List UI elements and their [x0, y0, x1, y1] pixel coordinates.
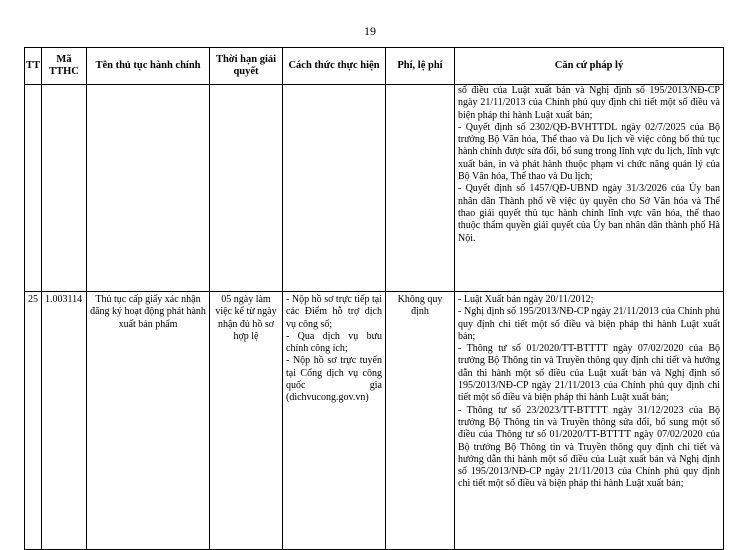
cell-fee: Không quy định — [386, 292, 455, 550]
cell-name — [87, 85, 210, 292]
cell-name: Thủ tục cấp giấy xác nhận đăng ký hoạt động phát hành xuất bản phẩm — [87, 292, 210, 550]
procedures-table — [24, 47, 724, 550]
method-item: - Qua dịch vụ bưu chính công ích; — [286, 330, 382, 355]
header-tt: TT — [25, 48, 42, 85]
cell-deadline: 05 ngày làm việc kể từ ngày nhận đủ hồ sơ hợp lệ — [210, 292, 283, 550]
table-row-25 — [25, 292, 724, 550]
cell-code: 1.003114 — [42, 292, 87, 550]
basis-item: - Nghị định số 195/2013/NĐ-CP ngày 21/11/2013 của Chính phủ quy định chi tiết một số điều và biện pháp thi hành Luật xuất bản; — [458, 306, 720, 342]
basis-item: - Quyết định số 1457/QĐ-UBND ngày 31/3/2026 của Ủy ban nhân dân Thành phố về việc ủy quyền cho Sở Văn hóa và Thể thao giải quyết thủ tục hành chính lĩnh vực văn hóa, thể thao thuộc thẩm quyền giải quyết của Ủy ban nhân dân thành phố Hà Nội. — [458, 183, 720, 244]
cell-deadline — [210, 85, 283, 292]
cell-code — [42, 85, 87, 292]
cell-tt — [25, 85, 42, 292]
header-method: Cách thức thực hiện — [283, 48, 386, 85]
basis-item: số điều của Luật xuất bản và Nghị định số 195/2013/NĐ-CP ngày 21/11/2013 của Chính phủ quy định chi tiết một số điều và biện pháp thi hành Luật xuất bản; — [458, 85, 720, 121]
table-header-row — [25, 48, 724, 85]
cell-fee — [386, 85, 455, 292]
cell-basis — [455, 85, 724, 292]
header-basis: Căn cứ pháp lý — [455, 48, 724, 85]
basis-item: - Quyết định số 2302/QĐ-BVHTTDL ngày 02/7/2025 của Bộ trưởng Bộ Văn hóa, Thể thao và Du lịch về việc công bố thủ tục hành chính được sửa đổi, bổ sung trong lĩnh vực du lịch, lĩnh vực xuất bản, in và phát hành thuộc phạm vi chức năng quản lý của Bộ Văn hóa, Thể thao và Du lịch; — [458, 121, 720, 183]
basis-item: - Thông tư số 23/2023/TT-BTTTT ngày 31/12/2023 của Bộ trưởng Bộ Thông tin và Truyền thông sửa đổi, bổ sung một số điều của Thông tư số 01/2020/TT-BTTTT ngày 07/02/2020 của Bộ trưởng Bộ Thông tin và Truyền thông quy định chi tiết và hướng dẫn thi hành một số điều của Luật xuất bản và Nghị định số 195/2013/NĐ-CP ngày 21/11/2013 của Chính phủ quy định chi tiết một số điều và biện pháp thi hành Luật xuất bản; — [458, 404, 720, 490]
method-item: - Nộp hồ sơ trực tuyến tại Cổng dịch vụ công quốc gia (dichvucong.gov.vn) — [286, 355, 382, 404]
header-code: Mã TTHC — [42, 48, 87, 85]
header-name: Tên thủ tục hành chính — [87, 48, 210, 85]
cell-basis — [455, 292, 724, 550]
cell-tt: 25 — [25, 292, 42, 550]
cell-method — [283, 85, 386, 292]
header-deadline: Thời hạn giải quyết — [210, 48, 283, 85]
basis-item: - Thông tư số 01/2020/TT-BTTTT ngày 07/02/2020 của Bộ trưởng Bộ Thông tin và Truyền thông quy định chi tiết và hướng dẫn thi hành một số điều của Luật xuất bản và Nghị định số 195/2013/NĐ-CP ngày 21/11/2013 của Chính phủ quy định chi tiết một số điều và biện pháp thi hành Luật xuất bản; — [458, 343, 720, 404]
method-item: - Nộp hồ sơ trực tiếp tại các Điểm hỗ trợ dịch vụ công số; — [286, 294, 382, 330]
table-row-continued — [25, 85, 724, 292]
header-fee: Phí, lệ phí — [386, 48, 455, 85]
cell-method — [283, 292, 386, 550]
basis-item: - Luật Xuất bản ngày 20/11/2012; — [458, 294, 594, 305]
page-number: 19 — [364, 24, 376, 38]
